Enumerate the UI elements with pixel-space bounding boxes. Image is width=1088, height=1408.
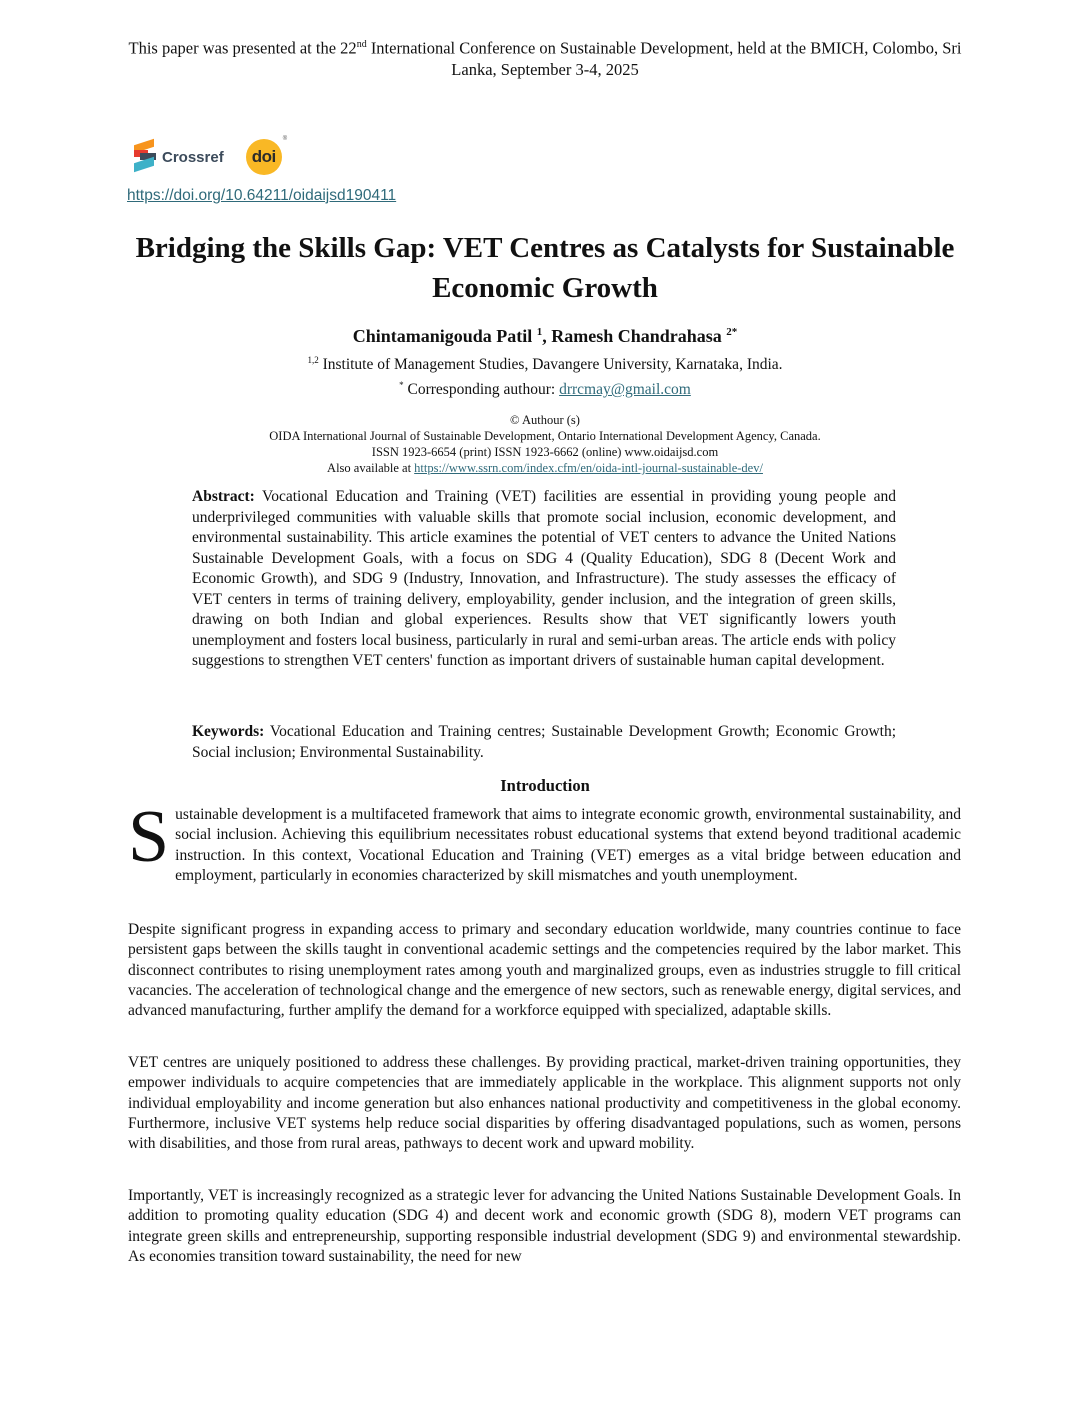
authors: Chintamanigouda Patil $^1$, Ramesh Chandrahasa $^{2*}$ xyxy=(352,326,738,346)
doi-icon xyxy=(246,136,287,175)
affiliations xyxy=(120,350,970,400)
conference-note-pre: This paper was presented at the 22 xyxy=(128,38,357,58)
conference-note-post: International Conference on Sustainable Development, held at the BMICH, Colombo, Sri Lanka, September 3-4, 2025 xyxy=(366,38,962,79)
keywords-label: Keywords: xyxy=(192,723,265,740)
affiliation-line xyxy=(120,350,970,375)
abstract-label: Abstract: xyxy=(192,488,255,505)
body-paragraph: Importantly, VET is increasingly recognized as a strategic lever for advancing the United Nations Sustainable Development Goals. In addition to promoting quality education (SDG 4) and decent work and economic growth (SDG 8), modern VET programs can integrate green skills and entrepreneurship, supporting responsible industrial development (SDG 9) and environmental stewardship. As economies transition toward sustainability, the need for new xyxy=(128,1187,961,1265)
corresponding-author-line xyxy=(120,375,970,400)
affiliation-mark: 1,2 xyxy=(307,355,319,365)
registered-mark-icon: ® xyxy=(282,136,287,142)
body-paragraph: VET centres are uniquely positioned to address these challenges. By providing practical, market-driven training opportunities, they empower individuals to acquire competencies that are immediately applicable in the workplace. This alignment supports not only individual employability and income generation but also enhances national productivity and competitiveness in the global economy. Furthermore, inclusive VET systems help reduce social disparities by offering disadvantaged populations, such as women, persons with disabilities, and those from rural areas, pathways to decent work and upward mobility. xyxy=(128,1054,961,1153)
paper-title: Bridging the Skills Gap: VET Centres as Catalysts for Sustainable Economic Growth xyxy=(135,232,955,304)
author-affiliation-mark: 1 xyxy=(536,326,543,338)
corresponding-mark: * xyxy=(399,380,404,391)
keywords-text: Vocational Education and Training centres; Sustainable Development Growth; Economic Growth; Social inclusion; Environmental Sustainability. xyxy=(192,723,896,761)
drop-cap: S xyxy=(128,796,170,878)
body-paragraph xyxy=(128,796,961,886)
doi-logo-label: doi xyxy=(251,147,276,166)
paragraph-text: ustainable development is a multifaceted framework that aims to integrate economic growth, environmental sustainability, and social inclusion. Achieving this equilibrium necessitates robust educational systems that extend beyond traditional academic instruction. In this context, Vocational Education and Training (VET) emerges as a vital bridge between education and employment, particularly in economies characterized by skill mismatches and youth unemployment. xyxy=(175,806,961,884)
crossref-icon xyxy=(134,142,158,172)
author-name: Ramesh Chandrahasa xyxy=(551,326,722,346)
keywords xyxy=(192,722,896,763)
crossref-label: Crossref xyxy=(162,148,224,166)
author-name: Chintamanigouda Patil xyxy=(352,326,533,346)
crossref-logo xyxy=(134,142,224,172)
copyright-line: © Authour (s) xyxy=(510,413,580,427)
body-paragraph: Despite significant progress in expanding access to primary and secondary education worldwide, many countries continue to face persistent gaps between the skills taught in conventional academic settings and the competencies required by the labor market. This disconnect contributes to rising unemployment rates among youth and marginalized groups, even as industries struggle to fill critical vacancies. The acceleration of technological change and the emergence of new sectors, such as renewable energy, digital services, and advanced manufacturing, further amplify the demand for a workforce equipped with specialized, adaptable skills. xyxy=(128,921,961,1020)
conference-note xyxy=(120,34,970,80)
publisher-logos xyxy=(134,136,287,178)
also-available-label: Also available at xyxy=(327,461,415,475)
affiliation-text: Institute of Management Studies, Davangere University, Karnataka, India. xyxy=(322,356,783,374)
corresponding-label: Corresponding authour: xyxy=(407,381,560,399)
abstract-text: Vocational Education and Training (VET) facilities are essential in providing young people and underprivileged communities with valuable skills that promote social inclusion, economic development, and environmental sustainability. This article examines the potential of VET centers to advance the United Nations Sustainable Development Goals, with a focus on SDG 4 (Quality Education), SDG 8 (Decent Work and Economic Growth), and SDG 9 (Industry, Innovation, and Infrastructure). The study assesses the efficacy of VET centers in terms of training delivery, employability, gender inclusion, and the integration of green skills, drawing on both Indian and global experiences. Results show that VET significantly lowers youth unemployment and fosters local business, particularly in rural and semi-urban areas. The article ends with policy suggestions to strengthen VET centers' function as important drivers of sustainable human capital development. xyxy=(192,488,896,669)
also-available-line xyxy=(120,460,970,476)
issn-line: ISSN 1923-6654 (print) ISSN 1923-6662 (online) www.oidaijsd.com xyxy=(371,445,719,459)
journal-name: OIDA International Journal of Sustainable Development, Ontario International Development Agency, Canada. xyxy=(269,429,821,443)
ssrn-link[interactable]: https://www.ssrn.com/index.cfm/en/oida-intl-journal-sustainable-dev/ xyxy=(414,461,763,475)
abstract xyxy=(192,487,896,672)
corresponding-email-link[interactable]: drrcmay@gmail.com xyxy=(559,381,691,399)
doi-link[interactable]: https://doi.org/10.64211/oidaijsd190411 xyxy=(127,187,397,204)
conference-note-ordinal: nd xyxy=(356,39,367,50)
author-affiliation-mark: 2* xyxy=(726,326,738,338)
journal-info xyxy=(120,412,970,476)
section-heading-introduction: Introduction xyxy=(500,776,590,795)
